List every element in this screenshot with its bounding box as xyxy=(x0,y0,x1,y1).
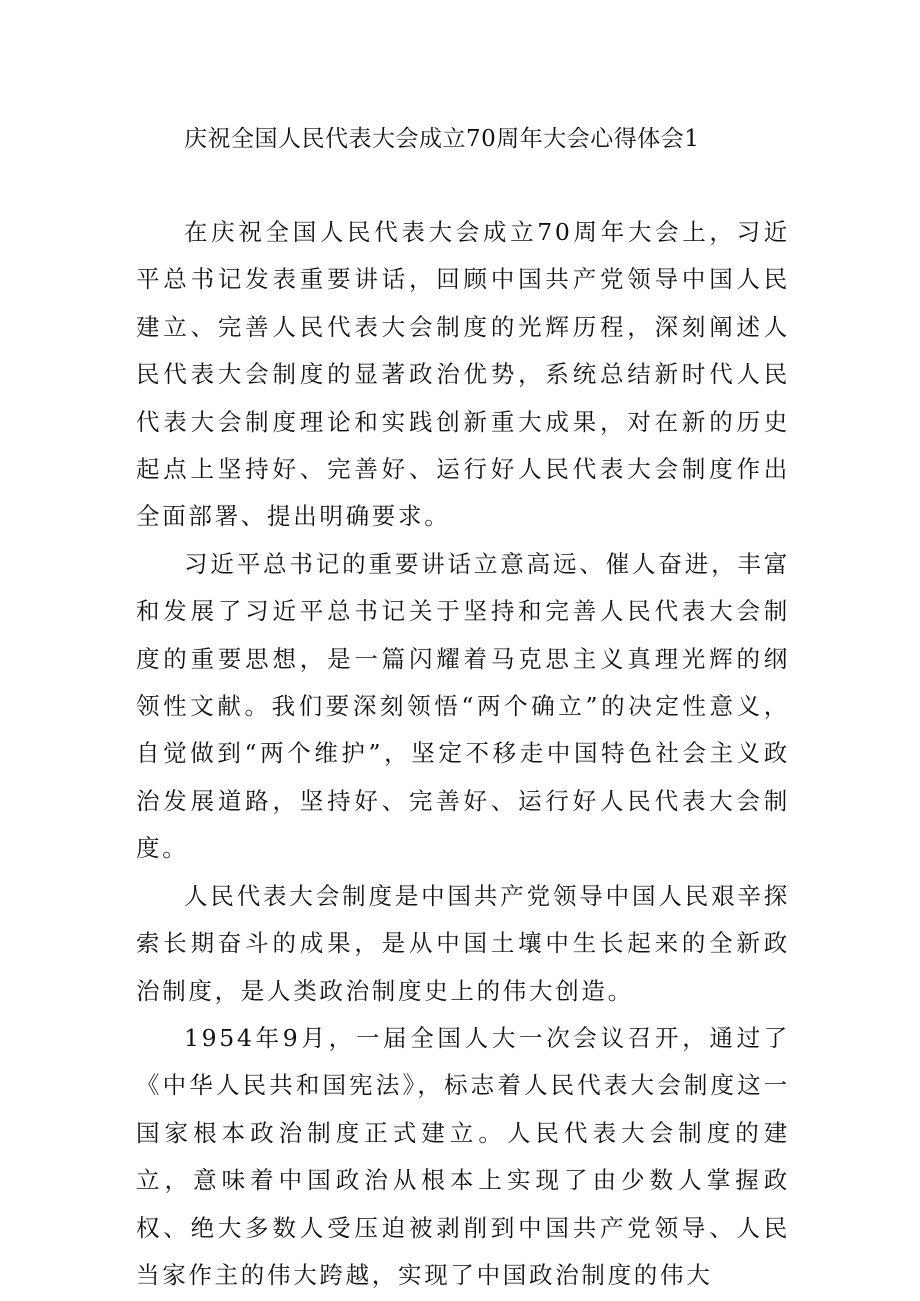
paragraph-3: 人民代表大会制度是中国共产党领导中国人民艰辛探索长期奋斗的成果，是从中国土壤中生长起来的全新政治制度，是人类政治制度史上的伟大创造。 xyxy=(136,881,790,1005)
paragraph-1: 在庆祝全国人民代表大会成立70周年大会上，习近平总书记发表重要讲话，回顾中国共产党领导中国人民建立、完善人民代表大会制度的光辉历程，深刻阐述人民代表大会制度的显著政治优势，系统总结新时代人民代表大会制度理论和实践创新重大成果，对在新的历史起点上坚持好、完善好、运行好人民代表大会制度作出全面部署、提出明确要求。 xyxy=(136,218,790,531)
document-body xyxy=(136,209,790,1299)
paragraph-2: 习近平总书记的重要讲话立意高远、催人奋进，丰富和发展了习近平总书记关于坚持和完善人民代表大会制度的重要思想，是一篇闪耀着马克思主义真理光辉的纲领性文献。我们要深刻领悟“两个确立”的决定性意义，自觉做到“两个维护”，坚定不移走中国特色社会主义政治发展道路，坚持好、完善好、运行好人民代表大会制度。 xyxy=(136,549,790,863)
paragraph-4: 1954年9月，一届全国人大一次会议召开，通过了《中华人民共和国宪法》，标志着人民代表大会制度这一国家根本政治制度正式建立。人民代表大会制度的建立，意味着中国政治从根本上实现了由少数人掌握政权、绝大多数人受压迫被剥削到中国共产党领导、人民当家作主的伟大跨越，实现了中国政治制度的伟大 xyxy=(136,1023,790,1289)
document-title: 庆祝全国人民代表大会成立70周年大会心得体会1 xyxy=(184,126,700,152)
